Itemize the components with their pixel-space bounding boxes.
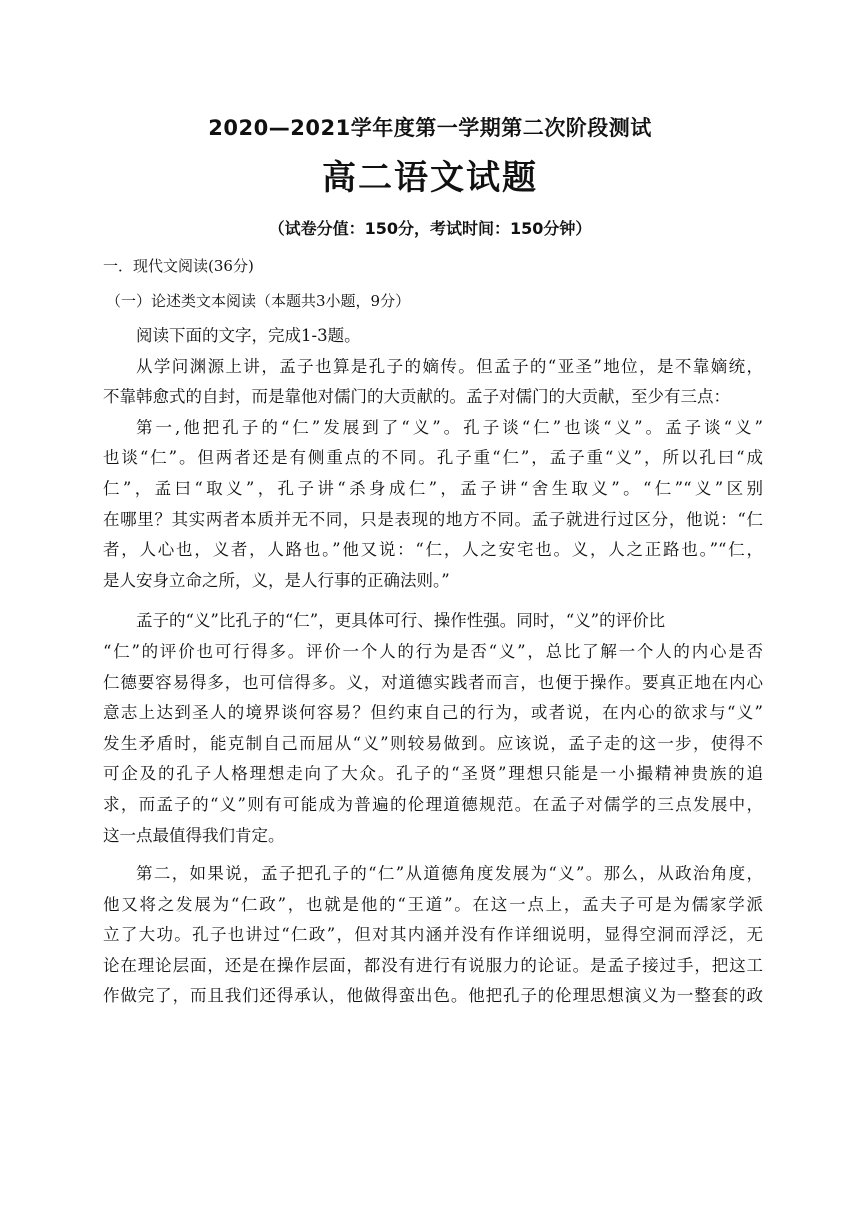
passage-line: 他又将之发展为“仁政”，也就是他的“王道”。在这一点上，孟夫子可是为儒家学派: [103, 894, 763, 914]
passage-line: 从学问渊源上讲，孟子也算是孔子的嫡传。但孟子的“亚圣”地位，是不靠嫡统，: [136, 356, 763, 376]
passage-line: 不靠韩愈式的自封，而是靠他对儒门的大贡献的。孟子对儒门的大贡献，至少有三点：: [103, 387, 730, 407]
reading-passage: [103, 321, 763, 1012]
passage-line: “仁”的评价也可行得多。评价一个人的行为是否“义”，总比了解一个人的内心是否: [103, 641, 763, 661]
passage-line: 第一,他把孔子的“仁”发展到了“义”。孔子谈“仁”也谈“义”。孟子谈“义”: [136, 417, 763, 437]
passage-line: 在哪里？其实两者本质并无不同，只是表现的地方不同。孟子就进行过区分，他说：“仁: [103, 509, 763, 529]
passage-line: 这一点最值得我们肯定。: [103, 825, 285, 845]
section-heading: 一．现代文阅读(36分): [103, 257, 254, 275]
exam-info: （试卷分值：150分，考试时间：150分钟）: [268, 219, 592, 238]
passage-line: 也谈“仁”。但两者还是有侧重点的不同。孔子重“仁”，孟子重“义”，所以孔曰“成: [103, 448, 763, 468]
passage-line: 发生矛盾时，能克制自己而屈从“义”则较易做到。应该说，孟子走的这一步，使得不: [103, 733, 763, 753]
subject-title: 高二语文试题: [322, 158, 538, 198]
instruction-line: 阅读下面的文字，完成1-3题。: [136, 326, 361, 345]
passage-line: 可企及的孔子人格理想走向了大众。孔子的“圣贤”理想只能是一小撮精神贵族的追: [103, 764, 763, 784]
passage-line: 是人安身立命之所，义，是人行事的正确法则。”: [103, 570, 450, 590]
passage-line: 作做完了，而且我们还得承认，他做得蛮出色。他把孔子的伦理思想演义为一整套的政: [103, 986, 763, 1006]
passage-line: 求，而孟子的“义”则有可能成为普遍的伦理道德规范。在孟子对儒学的三点发展中，: [103, 794, 763, 814]
passage-line: 仁德要容易得多，也可信得多。义，对道德实践者而言，也便于操作。要真正地在内心: [103, 672, 763, 692]
passage-line: 孟子的“义”比孔子的“仁”，更具体可行、操作性强。同时，“义”的评价比: [136, 611, 666, 631]
passage-line: 意志上达到圣人的境界谈何容易？但约束自己的行为，或者说，在内心的欲求与“义”: [103, 703, 763, 723]
passage-line: 者，人心也，义者，人路也。”他又说：“仁，人之安宅也。义，人之正路也。”“仁，: [103, 540, 763, 560]
subsection-heading: （一）论述类文本阅读（本题共3小题，9分）: [106, 292, 411, 310]
exam-title: 2020—2021学年度第一学期第二次阶段测试: [208, 116, 652, 140]
passage-line: 论在理论层面，还是在操作层面，都没有进行有说服力的论证。是孟子接过手，把这工: [103, 955, 763, 975]
passage-line: 立了大功。孔子也讲过“仁政”，但对其内涵并没有作详细说明，显得空洞而浮泛，无: [103, 925, 763, 945]
passage-line: 第二，如果说，孟子把孔子的“仁”从道德角度发展为“义”。那么，从政治角度，: [136, 864, 763, 884]
passage-line: 仁”，孟曰“取义”，孔子讲“杀身成仁”，孟子讲“舍生取义”。“仁”“义”区别: [103, 478, 763, 498]
